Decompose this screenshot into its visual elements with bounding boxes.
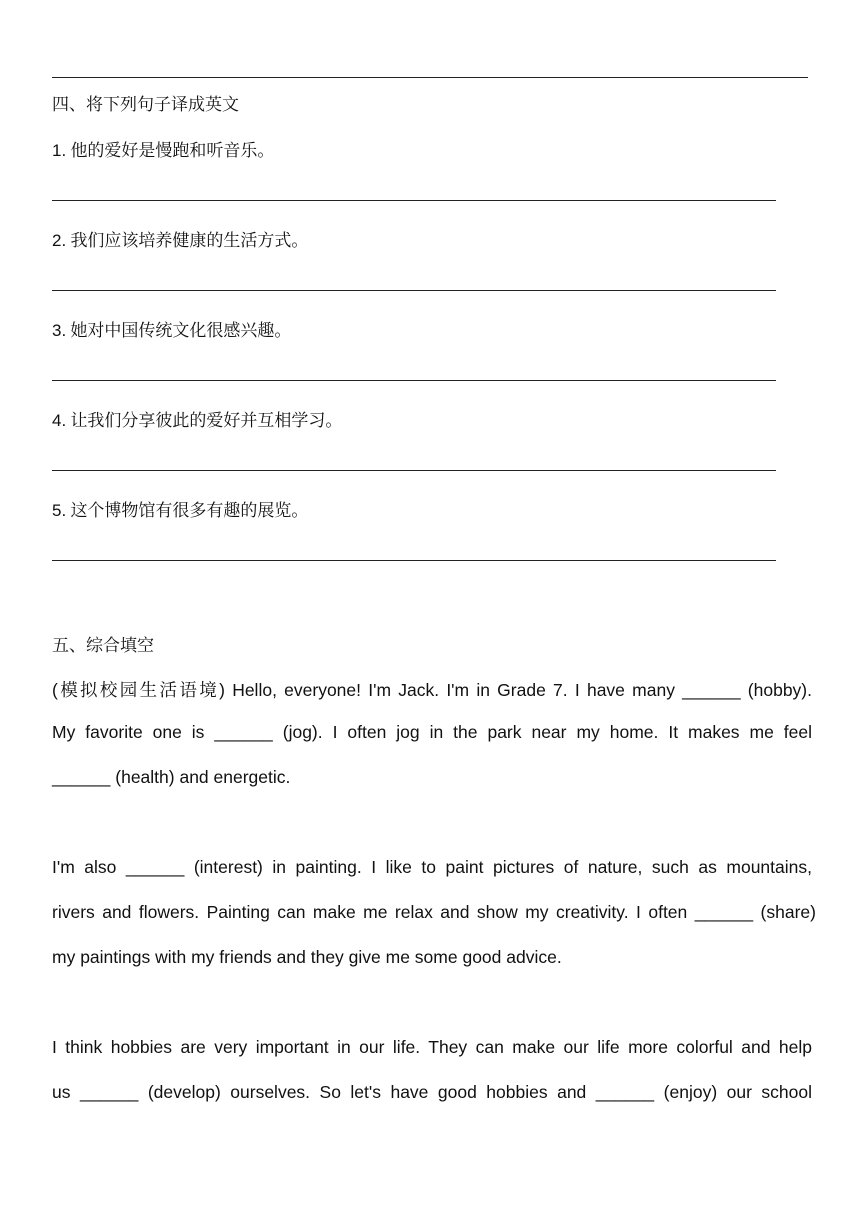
answer-line-2[interactable]: [52, 290, 776, 291]
question-number: 2.: [52, 231, 67, 250]
question-number: 1.: [52, 141, 67, 160]
question-text: 这个博物馆有很多有趣的展览。: [70, 501, 309, 521]
passage-line-8: us ______ (develop) ourselves. So let's have good hobbies and ______ (enjoy) our school: [52, 1082, 812, 1102]
answer-line-5[interactable]: [52, 560, 776, 561]
question-number: 4.: [52, 411, 67, 430]
passage-line-7: I think hobbies are very important in our life. They can make our life more colorful and help: [52, 1037, 812, 1057]
top-divider: [52, 77, 808, 78]
question-1: [52, 136, 274, 161]
question-text: 她对中国传统文化很感兴趣。: [70, 321, 292, 341]
question-3: [52, 316, 291, 341]
question-5: [52, 496, 308, 521]
section-4-title: 四、将下列句子译成英文: [52, 95, 239, 115]
answer-line-4[interactable]: [52, 470, 776, 471]
question-2: [52, 226, 308, 251]
passage-line-1: (模拟校园生活语境) Hello, everyone! I'm Jack. I'm in Grade 7. I have many ______ (hobby).: [52, 680, 812, 700]
answer-line-3[interactable]: [52, 380, 776, 381]
question-number: 5.: [52, 501, 67, 520]
answer-line-1[interactable]: [52, 200, 776, 201]
passage-line-6: my paintings with my friends and they give me some good advice.: [52, 947, 562, 967]
passage-line-2: My favorite one is ______ (jog). I often jog in the park near my home. It makes me feel: [52, 722, 812, 742]
question-text: 让我们分享彼此的爱好并互相学习。: [70, 411, 343, 431]
question-4: [52, 406, 342, 431]
passage-line-5: rivers and flowers. Painting can make me relax and show my creativity. I often ______ (share): [52, 902, 816, 922]
question-text: 我们应该培养健康的生活方式。: [70, 231, 309, 251]
question-number: 3.: [52, 321, 67, 340]
question-text: 他的爱好是慢跑和听音乐。: [70, 141, 275, 161]
passage-line-4: I'm also ______ (interest) in painting. I like to paint pictures of nature, such as mountains,: [52, 857, 812, 877]
passage-line-3: ______ (health) and energetic.: [52, 767, 291, 787]
section-5-title: 五、综合填空: [52, 636, 154, 656]
